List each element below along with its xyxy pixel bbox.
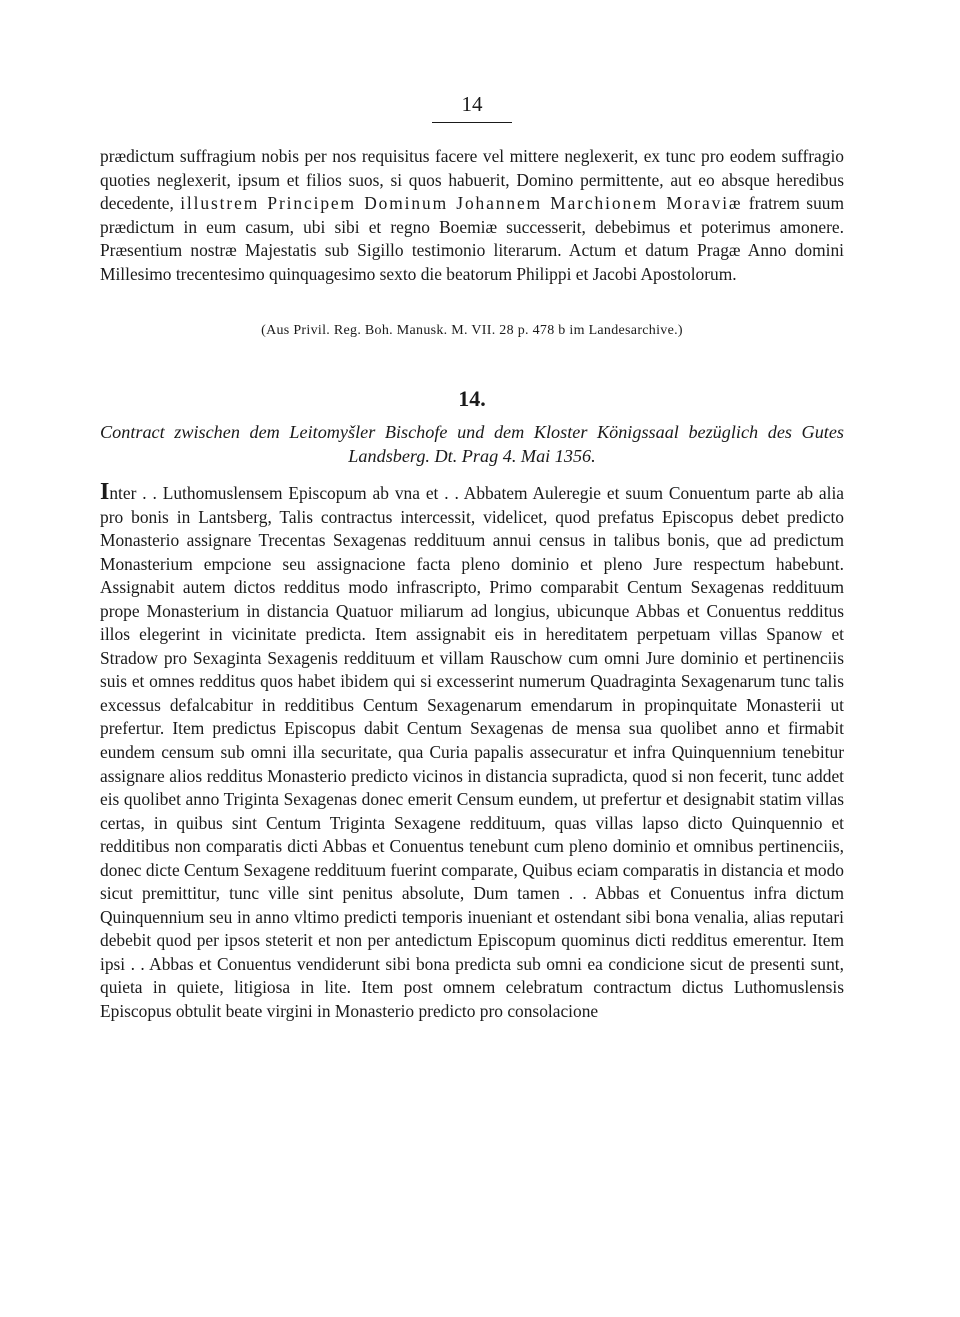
page-number: 14 xyxy=(461,92,483,116)
initial-letter: I xyxy=(100,479,110,505)
document-body-text: nter . . Luthomuslensem Episcopum ab vna et . . Abbatem Auleregie et suum Conuentum parte ab alia pro bonis in Lantsberg, Talis contractus intercessit, videlicet, quod prefatus Episcopus debet predicto Monasterio assignare Trecentas Sexagenas reddituum annui census in talibus bonis, que ad predictum Monasterium empcione seu assignacione facta pleno dominio et pleno Jure respectum habebunt. Assignabit autem dictos redditus modo infrascripto, Primo comparabit Centum Sexagenas reddituum prope Monasterium in distancia Quatuor miliarum ad longius, ubicunque Abbas et Conuentus redditus illos elegerint in vicinitate predicta. Item assignabit eis in hereditatem perpetuam villas Spanow et Stradow pro Sexaginta Sexagenis reddituum et villam Rauschow cum omni Jure dominio et pertinenciis suis et omnes redditus quos habet ibidem qui si excesserint numerum Quadraginta Sexagenarum tunc talis excessus defalcabitur in redditibus Centum Sexagenarum emendarum in propinquitate Monasterii ut prefertur. Item predictus Episcopus dabit Centum Sexagenas de mensa sua quolibet anno et firmabit eundem censum sub omni illa securitate, qua Curia papalis assecuratur et infra Quinquennium tenebitur assignare alios redditus Monasterio predicto vicinos in distancia supradicta, quod si non fecerit, tunc addet eis quolibet anno Triginta Sexagenas donec emerit Censum eundem, ut prefertur et designabit statim villas certas, in quibus sint Centum Triginta Sexagene reddituum, quas villas lapso dicto Quinquennio et redditibus non comparatis dicti Abbas et Conuentus tenebunt cum pleno dominio et omnibus pertinenciis, donec dicte Centum Sexagene reddituum fuerint comparate, Quibus eciam comparatis in distancia et modo sicut premittitur, tunc ville sint penitus absolute, Dum tamen . . Abbas et Conuentus infra dictum Quinquennium seu in anno vltimo predicti temporis inueniant et ostendant sibi bona venalia, alias reputari debebit quod per ipsos steterit et non per antedictum Episcopum quominus dicti redditus emerentur. Item ipsi . . Abbas et Conuentus vendiderunt sibi bona predicta sub omni ea condicione sicut de presenti sunt, quieta in quiete, litigiosa in lite. Item post omnem celebratum contractum dictus Luthomuslensis Episcopus obtulit beate virgini in Monasterio predicto pro consolacione xyxy=(100,483,844,1022)
document-number: 14. xyxy=(458,386,486,411)
continuation-text-part1: prædictum suffragium nobis per nos requisitus facere vel mittere neglexerit, ex tunc pro eodem suffragio quoties neglexerit, ipsum et filios suos, si quos habuerit, Domino permittente, aut eo absque heredibus decedente, xyxy=(100,146,844,214)
continuation-paragraph xyxy=(100,145,844,286)
source-citation: (Aus Privil. Reg. Boh. Manusk. M. VII. 28 p. 478 b im Landesarchive.) xyxy=(261,323,683,338)
continuation-spaced-name: illustrem Principem Dominum Johannem Marchionem Moraviæ xyxy=(180,193,743,214)
page-number-rule xyxy=(432,122,512,123)
document-heading: Contract zwischen dem Leitomyšler Bischofe und dem Kloster Königssaal bezüglich des Gutes Landsberg. Dt. Prag 4. Mai 1356. xyxy=(100,422,844,466)
document-body xyxy=(100,479,844,1024)
continuation-text-part2: fratrem suum prædictum in eum casum, ubi sibi et regno Boemiæ successerit, debebimus et poterimus amonere. Præsentium nostræ Majestatis sub Sigillo testimonio literarum. Actum et datum Pragæ Anno domini Millesimo trecentesimo quinquagesimo sexto die beatorum Philippi et Jacobi Apostolorum. xyxy=(100,193,844,284)
